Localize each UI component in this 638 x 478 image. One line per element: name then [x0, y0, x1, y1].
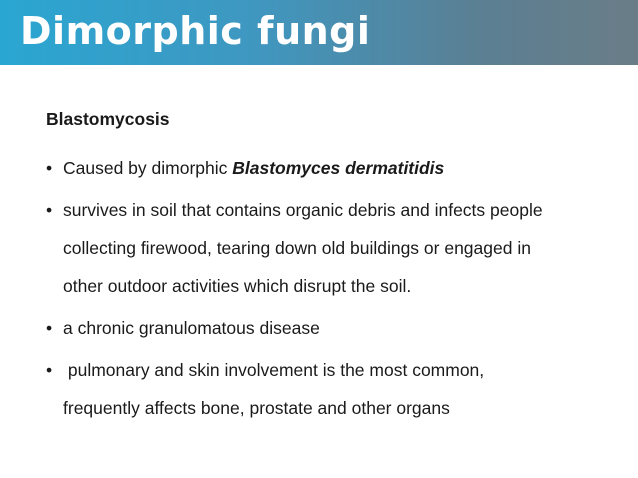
bullet-text-prefix: Caused by dimorphic [63, 158, 233, 178]
bullet-text-line: collecting firewood, tearing down old buildings or engaged in [63, 238, 531, 258]
bullet-text-line: survives in soil that contains organic debris and infects people [63, 200, 543, 220]
bullet-icon: • [46, 200, 53, 220]
bullet-icon: • [46, 360, 53, 380]
bullet-item-habitat [46, 191, 606, 305]
slide-title: Dimorphic fungi [20, 9, 371, 53]
bullet-item-disease [46, 309, 606, 347]
organism-name: Blastomyces dermatitidis [232, 158, 445, 178]
title-bar [0, 0, 638, 65]
slide-content [46, 104, 606, 431]
bullet-text-line: a chronic granulomatous disease [63, 318, 320, 338]
bullet-icon: • [46, 158, 53, 178]
bullet-item-involvement [46, 351, 606, 427]
bullet-text [63, 149, 606, 187]
bullet-icon: • [46, 318, 53, 338]
bullet-text-line: pulmonary and skin involvement is the most common, [63, 360, 485, 380]
section-heading: Blastomycosis [46, 109, 170, 129]
bullet-item-cause [46, 149, 606, 187]
bullet-text-line: frequently affects bone, prostate and other organs [63, 398, 450, 418]
bullet-text-line: other outdoor activities which disrupt the soil. [63, 276, 412, 296]
